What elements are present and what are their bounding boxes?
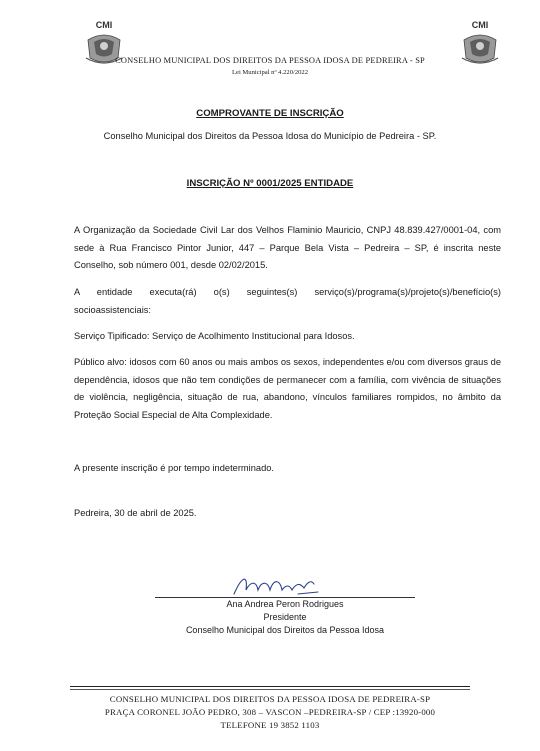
handwritten-signature-icon: [228, 570, 328, 600]
signatory-name: Ana Andrea Peron Rodrigues: [226, 599, 344, 609]
document-subheading: Conselho Municipal dos Direitos da Pessoa Idosa do Município de Pedreira - SP.: [103, 131, 437, 141]
paragraph-validity: A presente inscrição é por tempo indeterminado.: [74, 463, 274, 473]
paragraph-organization: A Organização da Sociedade Civil Lar dos Velhos Flaminio Mauricio, CNPJ 48.839.427/0001-04, com sede à Rua Francisco Pintor Junior, 447 – Parque Bela Vista – Pedreira – SP, é inscrita neste Conselho, sob número 001, desde 02/02/2015.: [74, 225, 501, 271]
footer-address: PRAÇA CORONEL JOÃO PEDRO, 308 – VASCON –PEDREIRA-SP / CEP :13920-000: [104, 707, 436, 717]
paragraph-service-type: Serviço Tipificado: Serviço de Acolhimento Institucional para Idosos.: [74, 331, 355, 341]
signatory-organization: Conselho Municipal dos Direitos da Pessoa Idosa: [185, 625, 385, 635]
footer-divider: [70, 686, 470, 687]
header-title: CONSELHO MUNICIPAL DOS DIREITOS DA PESSOA IDOSA DE PEDREIRA - SP: [115, 56, 425, 65]
signatory-role: Presidente: [263, 612, 307, 622]
paragraph-target-audience: Público alvo: idosos com 60 anos ou mais ambos os sexos, independentes e/ou com diversos graus de dependência, idosos que não tem condições de permanecer com a família, com vivência de situações de violência, negligência, situação de rua, abandono, vínculos familiares rompidos, no âmbito da Proteção Social Especial de Alta Complexidade.: [74, 357, 501, 420]
paragraph-date: Pedreira, 30 de abril de 2025.: [74, 508, 197, 518]
paragraph-services: A entidade executa(rá) o(s) seguintes(s) serviço(s)/programa(s)/projeto(s)/benefício(s) socioassistenciais:: [74, 287, 501, 315]
footer-line-1: CONSELHO MUNICIPAL DOS DIREITOS DA PESSOA IDOSA DE PEDREIRA-SP: [109, 694, 431, 704]
registration-number: INSCRIÇÃO Nº 0001/2025 ENTIDADE: [186, 178, 354, 189]
svg-text:CMI: CMI: [471, 20, 489, 30]
svg-text:CMI: CMI: [95, 20, 113, 30]
header-law: Lei Municipal nº 4.220/2022: [231, 69, 309, 76]
footer-divider-thin: [70, 689, 470, 690]
footer-phone: TELEFONE 19 3852 1103: [220, 720, 320, 730]
document-heading: COMPROVANTE DE INSCRIÇÃO: [196, 108, 344, 119]
signature-line: [155, 597, 415, 598]
